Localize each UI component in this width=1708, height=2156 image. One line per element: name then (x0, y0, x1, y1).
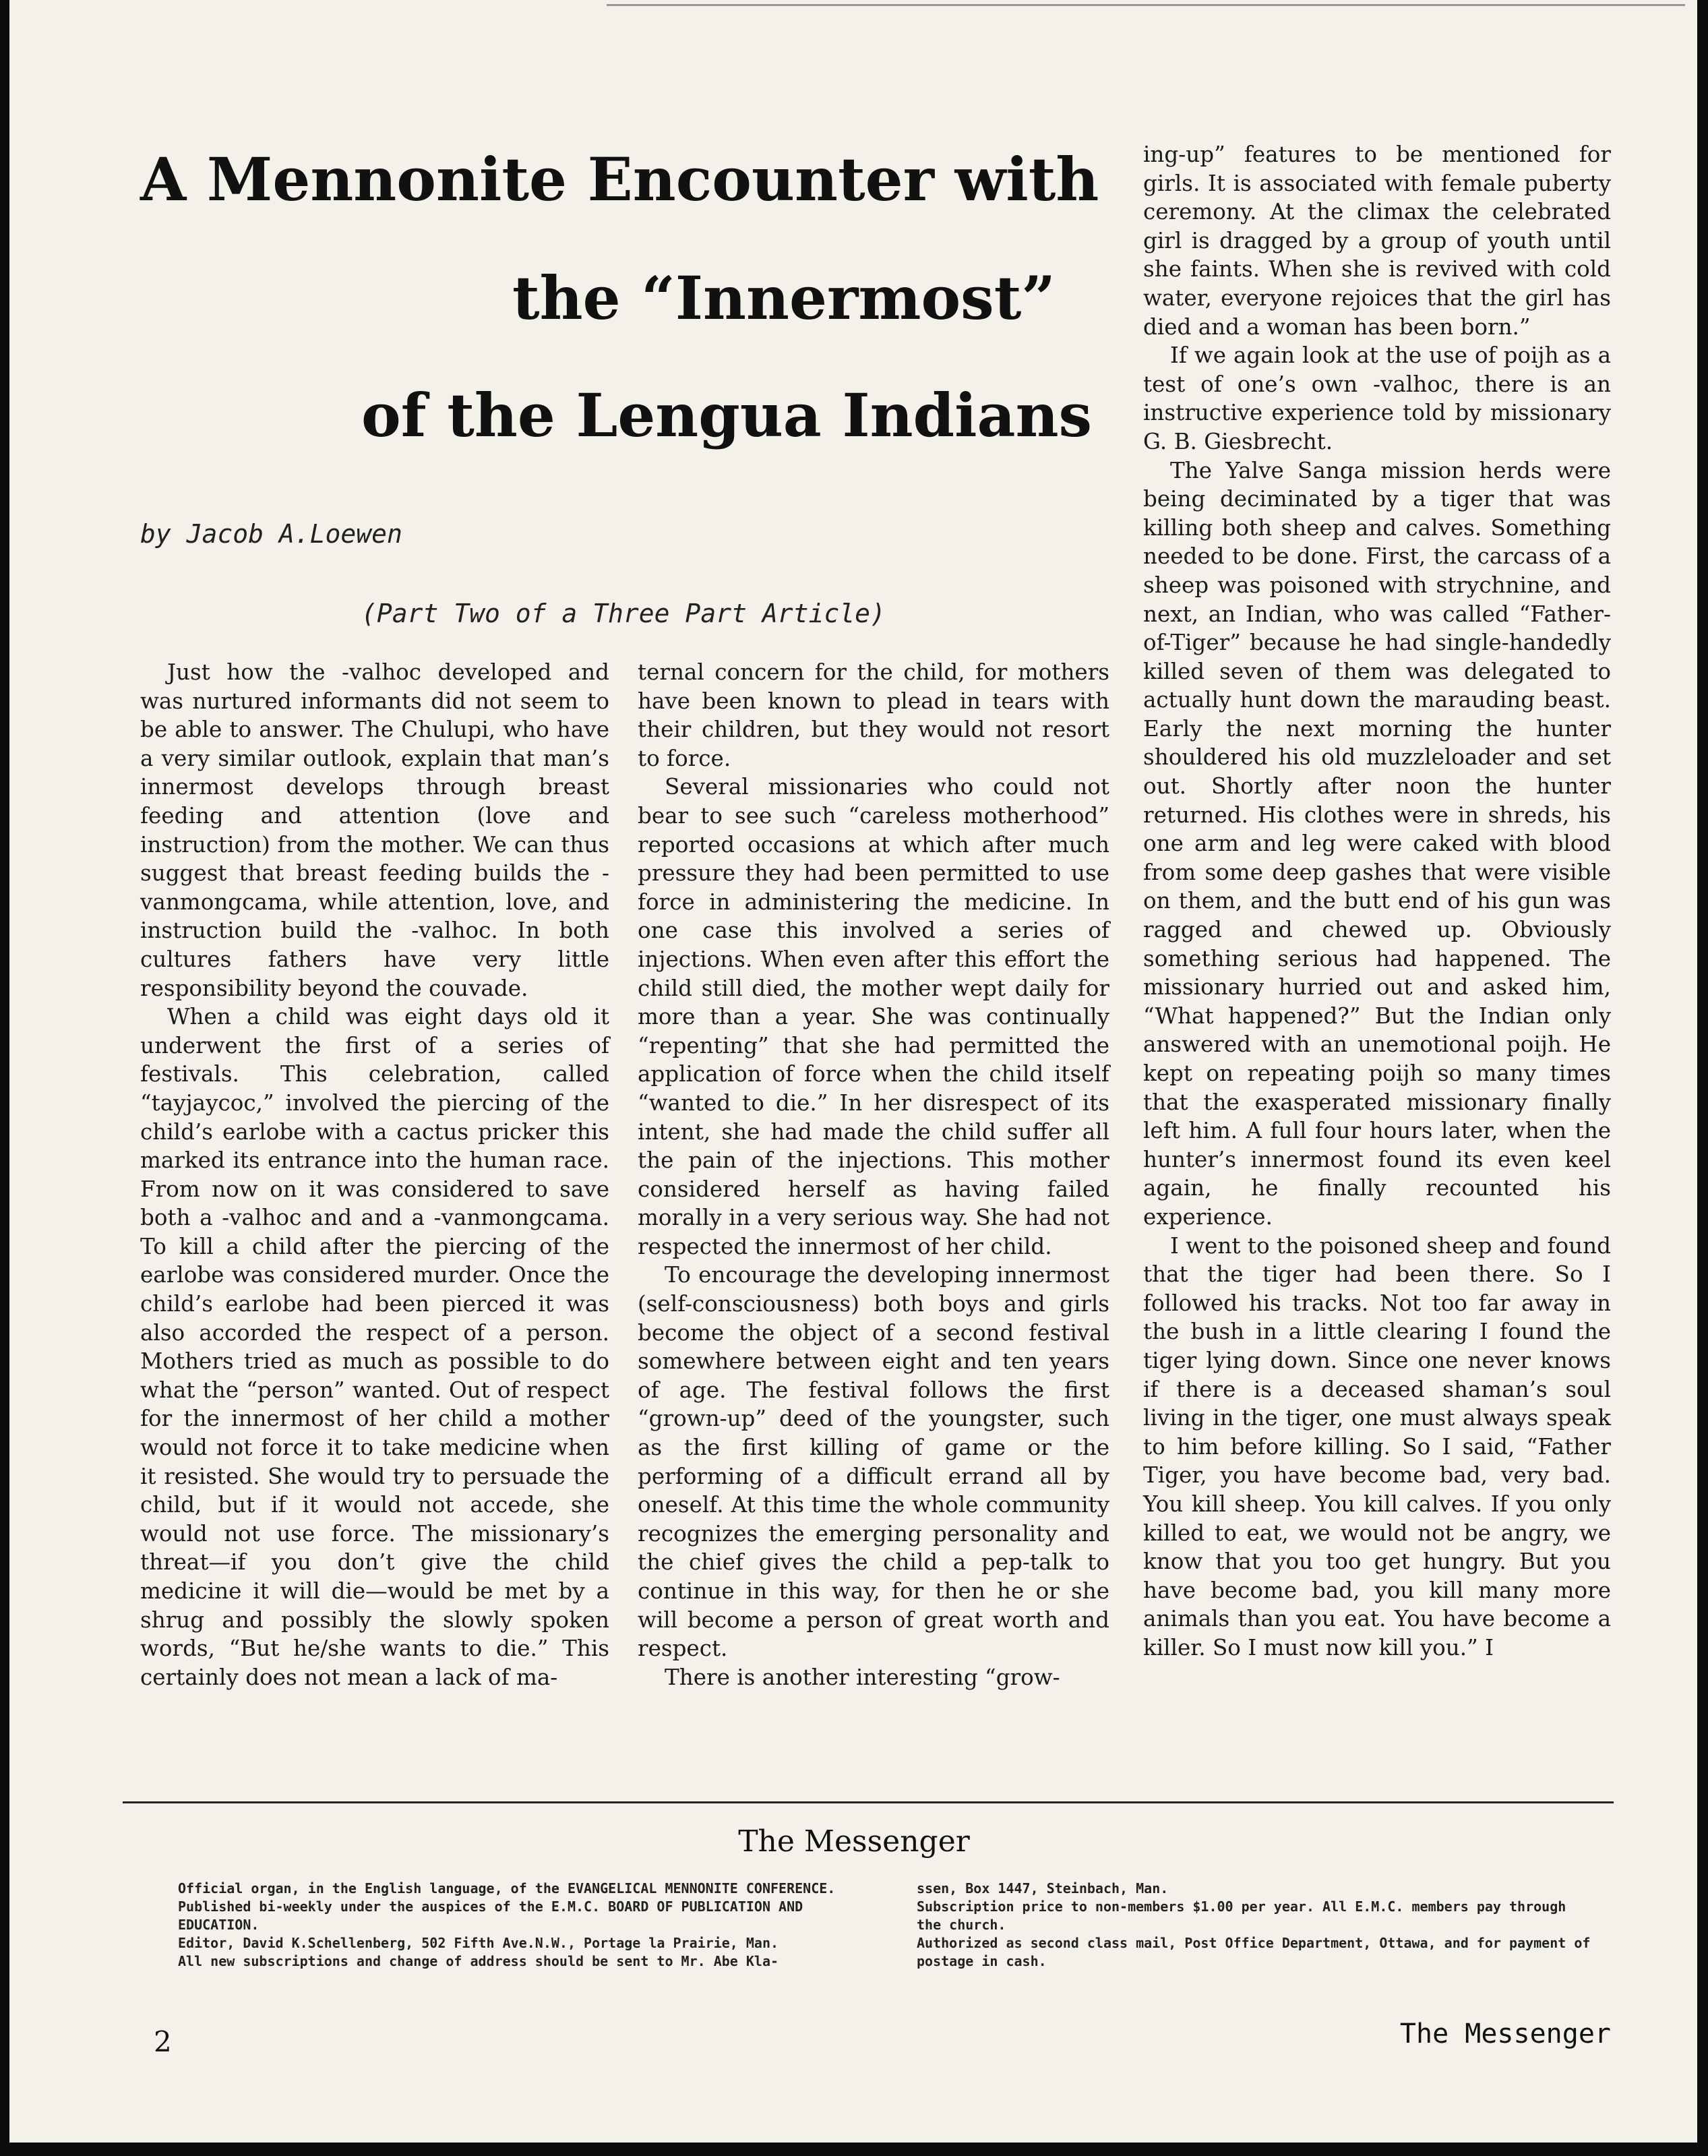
masthead-info-line: Official organ, in the English language, of the EVANGELICAL MENNONITE CONFERENCE. Published bi-weekly under the auspices of the E.M.C. BOARD OF PUBLICATION AND EDUCATION. (178, 1880, 836, 1933)
article-title-line-3: of the Lengua Indians (361, 380, 1093, 450)
text-column-3 (1143, 140, 1611, 1662)
paragraph: ternal concern for the child, for mothers have been known to plead in tears with their children, but they would not resort to force. (638, 659, 1109, 771)
scan-border-top (607, 4, 1685, 6)
scan-border-bottom (0, 2143, 1708, 2156)
masthead-info-line: All new subscriptions and change of address should be sent to Mr. Abe Kla- (178, 1953, 779, 1969)
article-subtitle: (Part Two of a Three Part Article) (361, 599, 886, 628)
paragraph: When a child was eight days old it underwent the first of a series of festivals. This celebration, called “tayjaycoc,” involved the piercing of the child’s earlobe with a cactus pricker this marked its entrance into the human race. From now on it was considered to save both a -valhoc and and a -vanmongcama. To kill a child after the piercing of the earlobe was considered murder. Once the child’s earlobe had been pierced it was also accorded the respect of a person. Mothers tried as much as possible to do what the “person” wanted. Out of respect for the innermost of her child a mother would not force it to take medicine when it resisted. She would try to persuade the child, but if it would not accede, she would not use force. The missionary’s threat—if you don’t give the child medicine it will die—would be met by a shrug and possibly the slowly spoken words, “But he/she wants to die.” This certainly does not mean a lack of ma- (140, 1004, 609, 1690)
page-number: 2 (154, 2025, 172, 2058)
text-column-2 (638, 658, 1109, 1691)
masthead-info-line: Authorized as second class mail, Post Office Department, Ottawa, and for payment of postage in cash. (917, 1935, 1591, 1969)
masthead-info-line: Editor, David K.Schellenberg, 502 Fifth Ave.N.W., Portage la Prairie, Man. (178, 1935, 779, 1951)
text-column-1 (140, 658, 609, 1691)
paragraph: ing-up” features to be mentioned for girls. It is associated with female puberty ceremony. At the climax the celebrated girl is dragged by a group of youth until she faints. When she is revived with cold water, everyone rejoices that the girl has died and a woman has been born.” (1143, 142, 1611, 340)
masthead-info-right (917, 1880, 1591, 1971)
paragraph: If we again look at the use of poijh as a test of one’s own -valhoc, there is an instructive experience told by missionary G. B. Giesbrecht. (1143, 342, 1611, 454)
article-byline: by Jacob A.Loewen (140, 519, 402, 549)
article-title-line-2: the “Innermost” (512, 263, 1056, 333)
masthead-title: The Messenger (738, 1824, 970, 1859)
paragraph: Just how the -valhoc developed and was nurtured informants did not seem to be able to answer. The Chulupi, who have a very similar outlook, explain that man’s innermost develops through breast feeding and attention (love and instruction) from the mother. We can thus suggest that breast feeding builds the -vanmongcama, while attention, love, and instruction build the -valhoc. In both cultures fathers have very little responsibility beyond the couvade. (140, 659, 609, 1001)
article-title-line-1: A Mennonite Encounter with (140, 144, 1099, 214)
footer-publication-name: The Messenger (1399, 2018, 1611, 2049)
masthead-info-line: Subscription price to non-members $1.00 per year. All E.M.C. members pay through the church. (917, 1898, 1566, 1933)
masthead-divider (123, 1801, 1614, 1803)
paragraph: Several missionaries who could not bear to see such “careless motherhood” reported occasions at which after much pressure they had been permitted to use force in administering the medicine. In one case this involved a series of injections. When even after this effort the child still died, the mother wept daily for more than a year. She was continually “repenting” that she had permitted the application of force when the child itself “wanted to die.” In her disrespect of its intent, she had made the child suffer all the pain of the injections. This mother considered herself as having failed morally in a very serious way. She had not respected the innermost of her child. (638, 774, 1109, 1259)
paragraph: To encourage the developing innermost (self-consciousness) both boys and girls become the object of a second festival somewhere between eight and ten years of age. The festival follows the first “grown-up” deed of the youngster, such as the first killing of game or the performing of a difficult errand all by oneself. At this time the whole community recognizes the emerging personality and the chief gives the child a pep-talk to continue in this way, for then he or she will become a person of great worth and respect. (638, 1262, 1109, 1662)
paragraph: The Yalve Sanga mission herds were being deciminated by a tiger that was killing both sheep and calves. Something needed to be done. First, the carcass of a sheep was poisoned with strychnine, and next, an Indian, who was called “Father-of-Tiger” because he had single-handedly killed seven of them was delegated to actually hunt down the marauding beast. Early the next morning the hunter shouldered his old muzzleloader and set out. Shortly after noon the hunter returned. His clothes were in shreds, his one arm and leg were caked with blood from some deep gashes that were visible on them, and the butt end of his gun was ragged and chewed up. Obviously something serious had happened. The missionary hurried out and asked him, “What happened?” But the Indian only answered with an unemotional poijh. He kept on repeating poijh so many times that the exasperated missionary finally left him. A full four hours later, when the hunter’s innermost found its even keel again, he finally recounted his experience. (1143, 457, 1611, 1230)
masthead-info-left (178, 1880, 852, 1971)
paragraph: There is another interesting “grow- (665, 1664, 1060, 1690)
paragraph: I went to the poisoned sheep and found that the tiger had been there. So I followed his tracks. Not too far away in the bush in a little clearing I found the tiger lying down. Since one never knows if there is a deceased shaman’s soul living in the tiger, one must always speak to him before killing. So I said, “Father Tiger, you have become bad, very bad. You kill sheep. You kill calves. If you only killed to eat, we would not be angry, we know that you too get hungry. But you have become bad, you kill many more animals than you eat. You have become a killer. So I must now kill you.” I (1143, 1232, 1611, 1660)
masthead-info-line: ssen, Box 1447, Steinbach, Man. (917, 1880, 1169, 1896)
